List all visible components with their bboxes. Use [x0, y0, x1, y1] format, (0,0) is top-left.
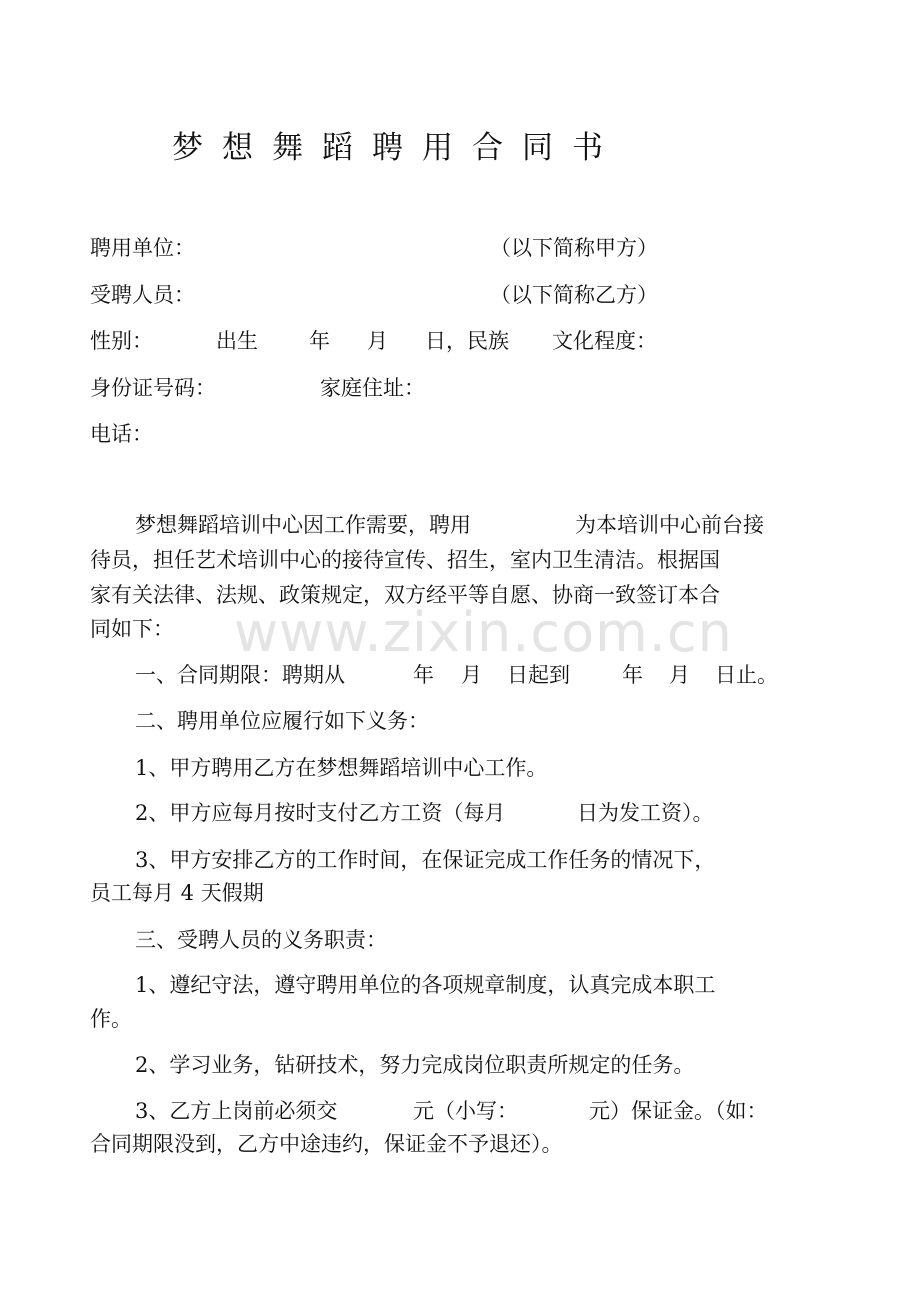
term-start-day: 日起到	[507, 663, 570, 687]
section-3-item-1-line-1: 1、遵纪守法，遵守聘用单位的各项规章制度，认真完成本职工	[135, 973, 716, 997]
gender-label: 性别：	[90, 329, 153, 353]
section-3-item-2: 2、学习业务，钻研技术，努力完成岗位职责所规定的任务。	[135, 1053, 695, 1077]
employer-note: （以下简称甲方）	[490, 236, 658, 260]
birth-day-ethnicity-label: 日，民族	[425, 329, 509, 353]
section-3-item-3-line-2: 合同期限没到，乙方中途违约，保证金不予退还）。	[90, 1132, 563, 1156]
watermark: www.zixin.com.cn	[234, 601, 733, 664]
term-end-year: 年	[622, 663, 643, 687]
id-number-label: 身份证号码：	[90, 376, 216, 400]
intro-line-2: 待员，担任艺术培训中心的接待宣传、招生，室内卫生清洁。根据国	[90, 548, 720, 572]
birth-year-label: 年	[309, 329, 330, 353]
section-2-item-3-line-1: 3、甲方安排乙方的工作时间，在保证完成工作任务的情况下，	[135, 848, 716, 872]
section-2-heading: 二、聘用单位应履行如下义务：	[135, 709, 429, 733]
section-2-item-1: 1、甲方聘用乙方在梦想舞蹈培训中心工作。	[135, 756, 548, 780]
address-label: 家庭住址：	[320, 376, 425, 400]
document-title: 梦想舞蹈聘用合同书	[172, 130, 622, 166]
education-label: 文化程度：	[552, 329, 657, 353]
term-end-month: 月	[669, 663, 690, 687]
section-3-heading: 三、受聘人员的义务职责：	[135, 928, 387, 952]
section-2-item-2b: 日为发工资）。	[577, 801, 714, 825]
intro-line-1b: 为本培训中心前台接	[575, 513, 764, 537]
term-start-month: 月	[461, 663, 482, 687]
section-2-item-3-line-2: 员工每月 4 天假期	[90, 881, 264, 905]
birth-label: 出生	[216, 329, 258, 353]
intro-line-3: 家有关法律、法规、政策规定，双方经平等自愿、协商一致签订本合	[90, 583, 720, 607]
phone-label: 电话：	[90, 422, 153, 446]
section-3-item-3c: 元）保证金。（如：	[589, 1099, 768, 1123]
employee-note: （以下简称乙方）	[490, 283, 658, 307]
section-2-item-2a: 2、甲方应每月按时支付乙方工资（每月	[135, 801, 506, 825]
intro-line-4: 同如下：	[90, 617, 174, 641]
section-3-item-3b: 元（小写：	[413, 1099, 518, 1123]
term-start-year: 年	[413, 663, 434, 687]
birth-month-label: 月	[367, 329, 388, 353]
employer-label: 聘用单位：	[90, 236, 195, 260]
term-end-day: 日止。	[715, 663, 778, 687]
intro-line-1a: 梦想舞蹈培训中心因工作需要，聘用	[135, 513, 471, 537]
section-3-item-1-line-2: 作。	[90, 1007, 132, 1031]
section-3-item-3a: 3、乙方上岗前必须交	[135, 1099, 338, 1123]
contract-term-label: 一、合同期限：聘期从	[135, 663, 345, 687]
employee-label: 受聘人员：	[90, 283, 195, 307]
